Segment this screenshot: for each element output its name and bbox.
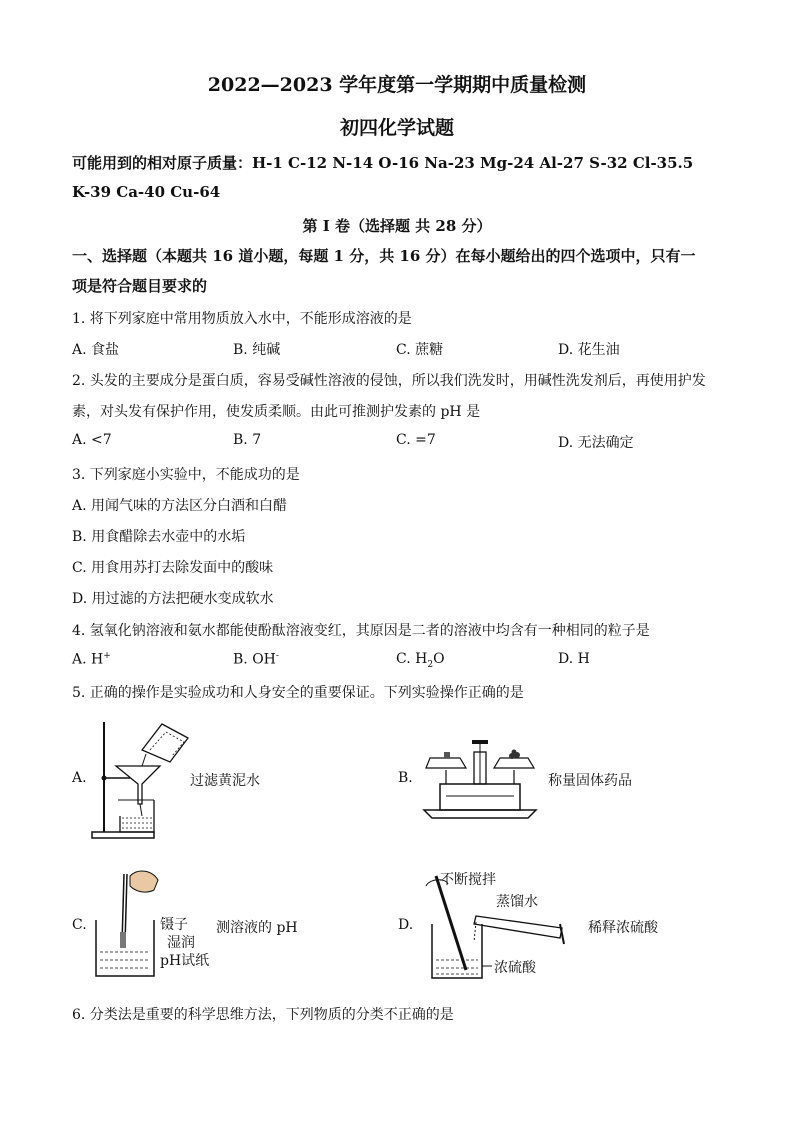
ph-test-figure <box>94 868 160 980</box>
figure-b-letter: B. <box>398 770 413 786</box>
question-5-stem: 5. 正确的操作是实验成功和人身安全的重要保证。下列实验操作正确的是 <box>72 685 524 701</box>
question-2-option-c: C. =7 <box>396 432 436 448</box>
sulfuric-acid-label: 浓硫酸 <box>494 960 536 976</box>
option-c-text: C. H <box>396 651 428 667</box>
atomic-mass-line-2: K-39 Ca-40 Cu-64 <box>72 183 221 201</box>
question-2-option-b: B. 7 <box>233 432 262 448</box>
figure-b-caption: 称量固体药品 <box>548 773 632 789</box>
figure-a-caption: 过滤黄泥水 <box>190 773 260 789</box>
option-b-superscript: - <box>275 651 279 661</box>
page-title: 2022—2023 学年度第一学期期中质量检测 <box>207 74 587 96</box>
question-2-option-d: D. 无法确定 <box>558 435 634 451</box>
question-1-option-a: A. 食盐 <box>72 342 120 358</box>
question-6-stem: 6. 分类法是重要的科学思维方法，下列物质的分类不正确的是 <box>72 1007 454 1023</box>
question-4-stem: 4. 氢氧化钠溶液和氨水都能使酚酞溶液变红，其原因是二者的溶液中均含有一种相同的粒子是 <box>72 623 650 639</box>
wet-label: 湿润 <box>167 935 195 951</box>
question-2-stem-line-2: 素，对头发有保护作用，使发质柔顺。由此可推测护发素的 pH 是 <box>72 404 481 420</box>
question-1-option-d: D. 花生油 <box>558 342 620 358</box>
question-3-option-a: A. 用闻气味的方法区分白酒和白醋 <box>72 498 288 514</box>
question-4-option-c <box>396 651 445 670</box>
stirring-label: 不断搅拌 <box>440 872 496 888</box>
ph-paper-label: pH试纸 <box>160 953 210 969</box>
figure-c-letter: C. <box>72 917 87 933</box>
option-c-tail: O <box>433 651 445 667</box>
option-a-text: A. H <box>72 651 104 668</box>
question-4-option-b <box>233 651 279 668</box>
section-heading-line-1: 一、选择题（本题共 16 道小题，每题 1 分，共 16 分）在每小题给出的四个选项中，只有一 <box>72 247 696 265</box>
question-1-option-c: C. 蔗糖 <box>396 342 444 358</box>
question-2-option-a: A. <7 <box>72 432 112 448</box>
question-3-option-d: D. 用过滤的方法把硬水变成软水 <box>72 591 274 607</box>
question-3-option-c: C. 用食用苏打去除发面中的酸味 <box>72 560 274 576</box>
question-1-stem: 1. 将下列家庭中常用物质放入水中，不能形成溶液的是 <box>72 311 412 327</box>
figure-d-caption: 稀释浓硫酸 <box>588 920 658 936</box>
figure-d-letter: D. <box>398 917 414 933</box>
option-b-text: B. OH <box>233 651 276 668</box>
question-4-option-a <box>72 651 111 668</box>
figure-a-letter: A. <box>72 770 87 786</box>
figure-c-caption: 测溶液的 pH <box>216 920 298 936</box>
section-heading-line-2: 项是符合题目要求的 <box>72 277 208 295</box>
atomic-mass-line-1: 可能用到的相对原子质量：H-1 C-12 N-14 O-16 Na-23 Mg-24 Al-27 S-32 Cl-35.5 <box>72 154 694 172</box>
question-3-stem: 3. 下列家庭小实验中，不能成功的是 <box>72 467 300 483</box>
option-c-subscript: 2 <box>427 659 434 670</box>
question-3-option-b: B. 用食醋除去水壶中的水垢 <box>72 529 246 545</box>
part-one-title: 第 I 卷（选择题 共 28 分） <box>302 217 492 235</box>
balance-scale-figure <box>420 738 540 822</box>
distilled-water-label: 蒸馏水 <box>496 894 538 910</box>
question-1-option-b: B. 纯碱 <box>233 342 281 358</box>
tweezers-label: 镊子 <box>160 917 188 933</box>
question-2-stem-line-1: 2. 头发的主要成分是蛋白质，容易受碱性溶液的侵蚀，所以我们洗发时，用碱性洗发剂后，再使用护发 <box>72 373 706 389</box>
option-a-superscript: + <box>103 651 111 661</box>
filtration-apparatus-figure <box>90 720 200 840</box>
question-4-option-d: D. H <box>558 651 590 667</box>
page-subtitle: 初四化学试题 <box>339 117 454 139</box>
